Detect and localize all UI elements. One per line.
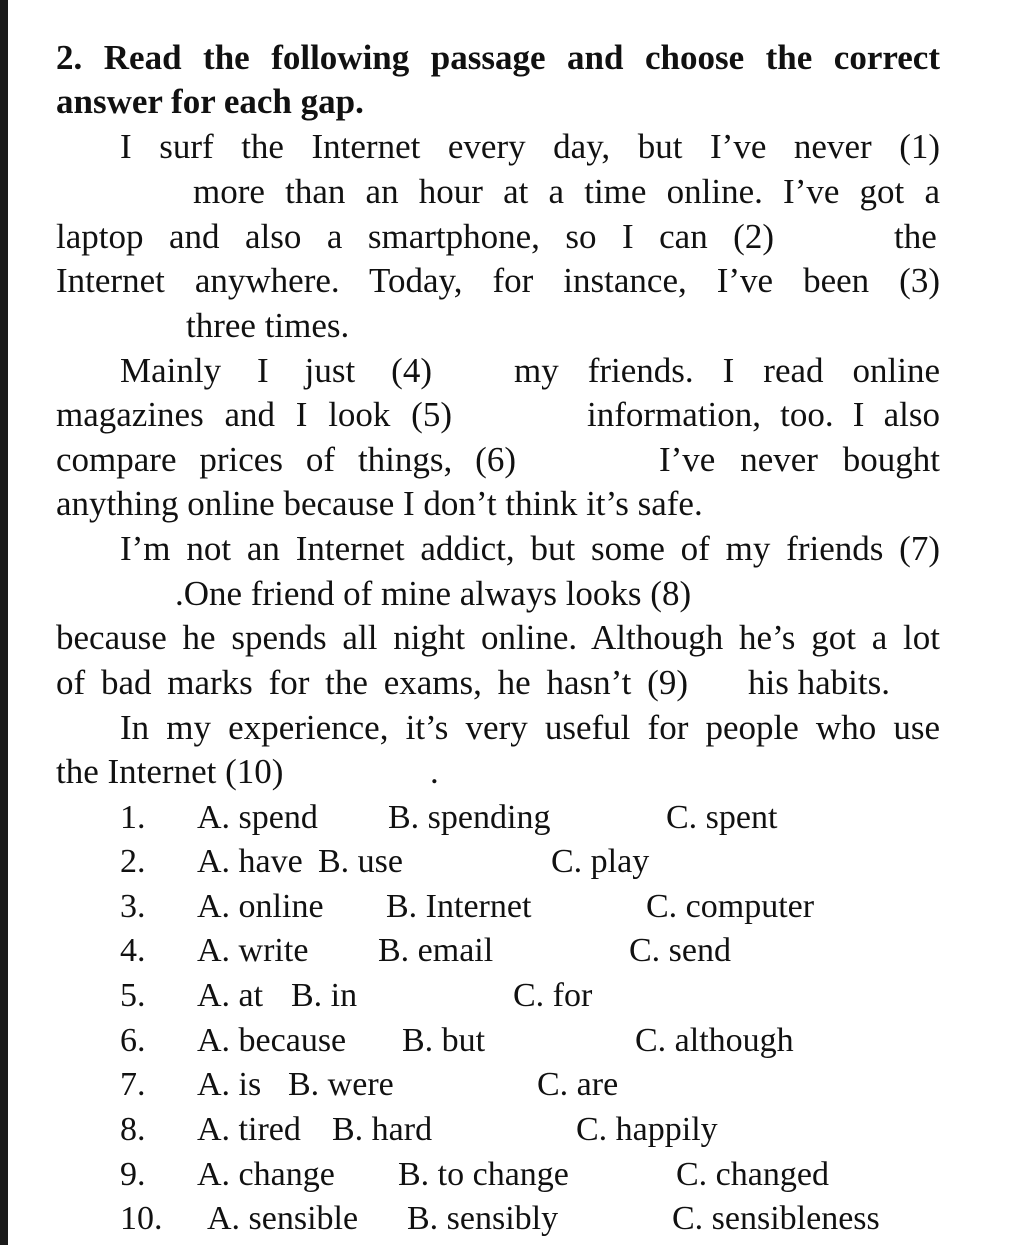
option-a[interactable]: A. online — [197, 888, 324, 925]
passage-line: the Internet (10) — [56, 752, 284, 791]
option-c[interactable]: C. computer — [646, 888, 815, 925]
option-a[interactable]: A. tired — [197, 1111, 301, 1148]
option-b[interactable]: B. in — [291, 977, 358, 1014]
option-c[interactable]: C. spent — [666, 799, 778, 836]
passage-line: I’m not an Internet addict, but some of my friends (7) — [120, 529, 940, 568]
question-number: 9. — [120, 1156, 146, 1193]
question-number: 6. — [120, 1022, 146, 1059]
option-b[interactable]: B. Internet — [386, 888, 532, 925]
passage-end-dot: . — [430, 752, 439, 791]
title-line-1: 2. Read the following passage and choose the correct — [56, 38, 940, 77]
passage-line: anything online because I don’t think it’s safe. — [56, 484, 703, 523]
option-a[interactable]: A. write — [197, 932, 309, 969]
question-number: 7. — [120, 1066, 146, 1103]
option-c[interactable]: C. although — [635, 1022, 794, 1059]
option-c[interactable]: C. changed — [676, 1156, 829, 1193]
passage-line: magazines and I look (5) — [56, 395, 452, 434]
question-number: 4. — [120, 932, 146, 969]
option-b[interactable]: B. spending — [388, 799, 551, 836]
option-c[interactable]: C. sensibleness — [672, 1200, 880, 1237]
option-a[interactable]: A. spend — [197, 799, 318, 836]
question-number: 8. — [120, 1111, 146, 1148]
passage-line: information, too. I also — [587, 395, 940, 434]
question-number: 1. — [120, 799, 146, 836]
option-b[interactable]: B. sensibly — [407, 1200, 559, 1237]
option-a[interactable]: A. have — [197, 843, 303, 880]
option-a[interactable]: A. is — [197, 1066, 262, 1103]
question-number: 10. — [120, 1200, 163, 1237]
question-number: 5. — [120, 977, 146, 1014]
option-b[interactable]: B. email — [378, 932, 494, 969]
option-b[interactable]: B. were — [288, 1066, 394, 1103]
passage-line: the — [894, 217, 937, 256]
option-a[interactable]: A. because — [197, 1022, 347, 1059]
option-c[interactable]: C. are — [537, 1066, 619, 1103]
option-a[interactable]: A. sensible — [207, 1200, 359, 1237]
passage-line: more than an hour at a time online. I’ve got a — [193, 172, 940, 211]
passage-line: .One friend of mine always looks (8) — [175, 574, 692, 613]
option-b[interactable]: B. to change — [398, 1156, 569, 1193]
option-c[interactable]: C. play — [551, 843, 650, 880]
left-edge-border — [0, 0, 8, 1245]
option-b[interactable]: B. hard — [332, 1111, 433, 1148]
passage-line: of bad marks for the exams, he hasn’t (9) — [56, 663, 688, 702]
passage-line: his habits. — [748, 663, 890, 702]
option-a[interactable]: A. at — [197, 977, 264, 1014]
title-line-2: answer for each gap. — [56, 82, 364, 121]
option-b[interactable]: B. use — [318, 843, 403, 880]
passage-line: In my experience, it’s very useful for people who use — [120, 708, 940, 747]
question-number: 2. — [120, 843, 146, 880]
option-a[interactable]: A. change — [197, 1156, 335, 1193]
option-c[interactable]: C. happily — [576, 1111, 718, 1148]
question-number: 3. — [120, 888, 146, 925]
option-c[interactable]: C. for — [513, 977, 593, 1014]
option-b[interactable]: B. but — [402, 1022, 486, 1059]
passage-line: laptop and also a smartphone, so I can (2) — [56, 217, 774, 256]
passage-line: I surf the Internet every day, but I’ve never (1) — [120, 127, 940, 166]
passage-line: three times. — [186, 306, 350, 345]
passage-line: my friends. I read online — [514, 351, 940, 390]
passage-line: Internet anywhere. Today, for instance, I’ve been (3) — [56, 261, 940, 300]
passage-line: I’ve never bought — [659, 440, 940, 479]
option-c[interactable]: C. send — [629, 932, 731, 969]
passage-line: because he spends all night online. Although he’s got a lot — [56, 618, 940, 657]
passage-line: compare prices of things, (6) — [56, 440, 516, 479]
passage-line: Mainly I just (4) — [120, 351, 432, 390]
